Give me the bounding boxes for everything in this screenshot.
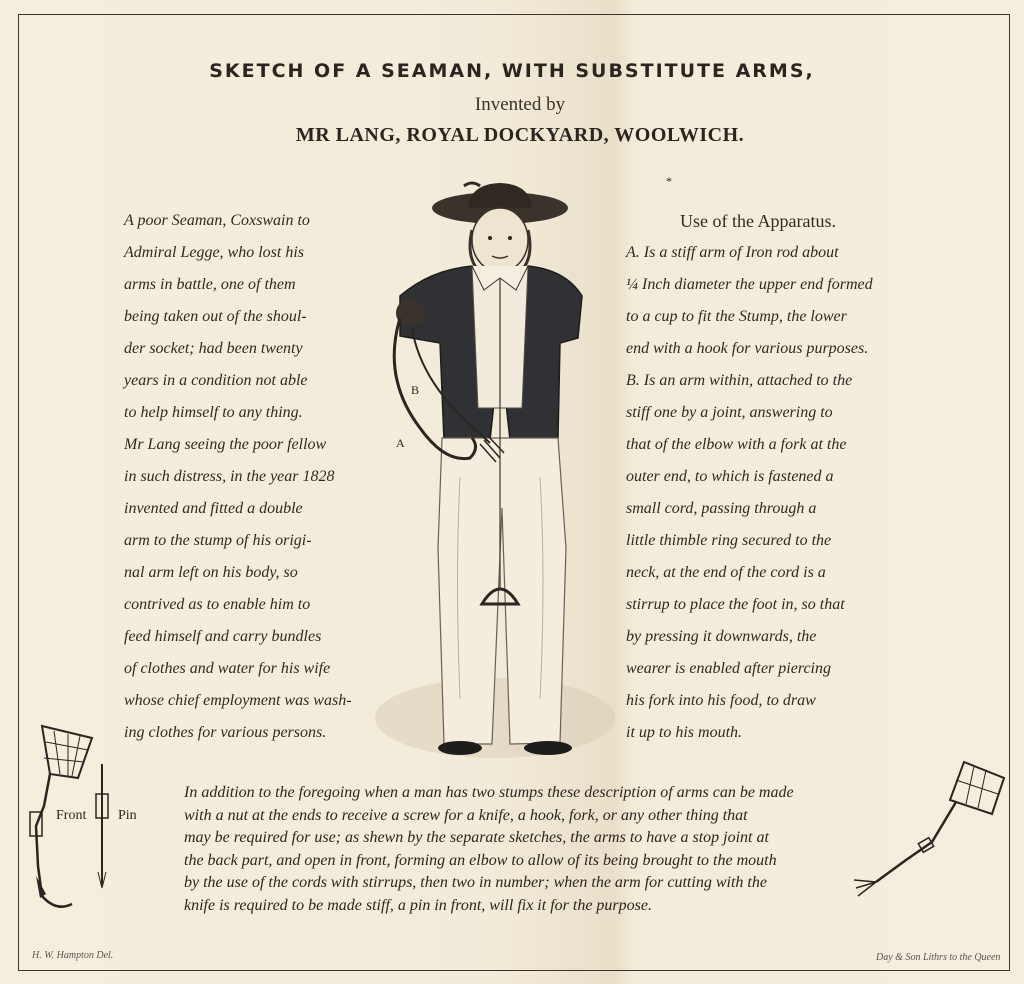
- text-line: nal arm left on his body, so: [124, 564, 298, 581]
- subtitle: Invented by: [474, 94, 566, 115]
- text-line: stiff one by a joint, answering to: [626, 404, 833, 421]
- text-line: may be required for use; as shewn by the separate sketches, the arms to have a stop joint at: [184, 829, 769, 846]
- section-heading: Use of the Apparatus.: [680, 211, 836, 231]
- text-line: A poor Seaman, Coxswain to: [124, 212, 310, 229]
- text-line: ¼ Inch diameter the upper end formed: [626, 276, 873, 293]
- asterisk-mark: *: [666, 174, 672, 188]
- text-line: it up to his mouth.: [626, 724, 743, 741]
- left-narrative: [124, 205, 352, 749]
- text-line: wearer is enabled after piercing: [626, 660, 831, 677]
- pin-label: Pin: [118, 808, 137, 823]
- text-line: his fork into his food, to draw: [626, 692, 816, 709]
- text-line: with a nut at the ends to receive a screw for a knife, a hook, fork, or any other thing that: [184, 806, 748, 824]
- text-line: In addition to the foregoing when a man has two stumps these description of arms can be made: [184, 784, 794, 801]
- label-a: A: [396, 436, 405, 450]
- text-line: knife is required to be made stiff, a pin in front, will fix it for the purpose.: [184, 896, 652, 914]
- text-line: contrived as to enable him to: [124, 596, 311, 613]
- pin-sketch: [90, 762, 114, 892]
- inventor-line: MR LANG, ROYAL DOCKYARD, WOOLWICH.: [295, 124, 745, 146]
- text-line: end with a hook for various purposes.: [626, 340, 869, 357]
- text-line: feed himself and carry bundles: [124, 628, 322, 645]
- text-line: to a cup to fit the Stump, the lower: [626, 308, 847, 325]
- text-line: ing clothes for various persons.: [124, 724, 327, 741]
- bottom-paragraph: [184, 782, 794, 917]
- text-line: outer end, to which is fastened a: [626, 468, 834, 485]
- page-title: SKETCH OF A SEAMAN, WITH SUBSTITUTE ARMS,: [209, 60, 815, 82]
- text-line: little thimble ring secured to the: [626, 532, 832, 549]
- text-line: of clothes and water for his wife: [124, 660, 331, 677]
- text-line: years in a condition not able: [124, 372, 308, 389]
- text-line: stirrup to place the foot in, so that: [626, 596, 845, 613]
- text-line: small cord, passing through a: [626, 500, 817, 517]
- text-line: that of the elbow with a fork at the: [626, 436, 847, 453]
- text-line: the back part, and open in front, forming an elbow to allow of its being brought to the mouth: [184, 851, 777, 869]
- text-line: der socket; had been twenty: [124, 340, 303, 357]
- text-line: in such distress, in the year 1828: [124, 468, 335, 485]
- text-line: by the use of the cords with stirrups, then two in number; when the arm for cutting with the: [184, 874, 767, 891]
- seaman-illustration: [360, 178, 630, 778]
- text-line: invented and fitted a double: [124, 500, 303, 517]
- front-label: Front: [56, 808, 87, 823]
- fork-arm-sketch: [846, 756, 1006, 906]
- text-line: being taken out of the shoul-: [124, 308, 307, 325]
- text-line: Mr Lang seeing the poor fellow: [124, 436, 327, 453]
- text-line: neck, at the end of the cord is a: [626, 564, 826, 581]
- text-line: arms in battle, one of them: [124, 276, 296, 293]
- artist-credit: H. W. Hampton Del.: [32, 950, 114, 961]
- apparatus-description: [626, 205, 873, 749]
- text-line: arm to the stump of his origi-: [124, 532, 312, 549]
- text-line: A. Is a stiff arm of Iron rod about: [626, 244, 839, 261]
- text-line: to help himself to any thing.: [124, 404, 303, 421]
- text-line: Admiral Legge, who lost his: [124, 244, 305, 261]
- printer-credit: Day & Son Lithrs to the Queen: [876, 952, 1001, 963]
- label-b: B: [411, 383, 420, 397]
- text-line: by pressing it downwards, the: [626, 628, 817, 645]
- text-line: whose chief employment was wash-: [124, 692, 352, 709]
- text-line: B. Is an arm within, attached to the: [626, 372, 853, 389]
